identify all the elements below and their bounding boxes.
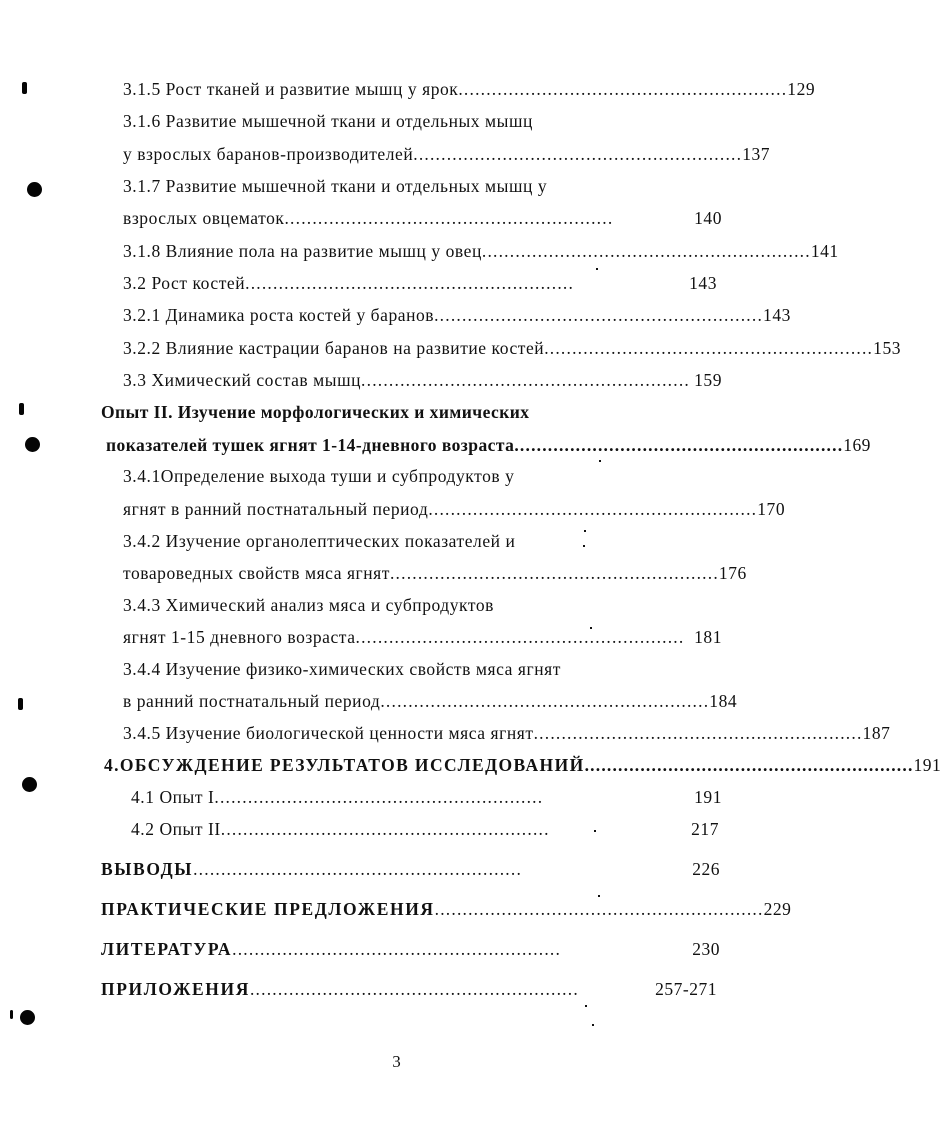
toc-page-number: 226 [692,859,720,879]
toc-entry [101,978,717,1000]
toc-entry-title: 4.1 Опыт I [131,787,215,807]
scan-speck [583,545,585,547]
leader-dots: ........................................................... [458,79,788,99]
toc-entry [123,690,738,712]
toc-page-number: 191 [694,787,722,807]
toc-page-number: 187 [862,723,891,743]
toc-entry [123,207,722,229]
toc-entry [123,562,747,584]
toc-entry-title: 3.4.1Определение выхода туши и субпродуктов у [123,466,515,486]
toc-page-number: 257-271 [655,979,717,999]
leader-dots: ........................................................... [434,899,764,919]
toc-page-number: 137 [742,144,771,164]
leader-dots: ........................................................... [434,305,764,325]
toc-entry [123,722,891,744]
leader-dots: ........................................................... [380,691,710,711]
scan-speck [585,1005,587,1007]
toc-entry-title: показателей тушек ягнят 1-14-дневного возраста [106,435,515,455]
toc-entry-title: 3.4.2 Изучение органолептических показателей и [123,531,516,551]
toc-entry-title: 3.2.1 Динамика роста костей у баранов [123,305,435,325]
toc-page-number: 141 [810,241,839,261]
toc-entry-title: товароведных свойств мяса ягнят [123,563,390,583]
toc-page-number: 140 [694,208,722,228]
toc-entry [101,858,720,880]
scan-speck [584,530,586,532]
toc-entry-title: 3.4.4 Изучение физико-химических свойств мяса ягнят [123,659,561,679]
toc-entry [106,434,871,456]
toc-entry [101,938,720,960]
toc-entry-title: 3.3 Химический состав мышц [123,370,362,390]
toc-entry [104,754,941,776]
toc-section-heading: Опыт II. Изучение морфологических и химических [101,402,530,422]
binder-mark [19,403,24,415]
leader-dots: ........................................................... [214,787,544,807]
toc-entry-title: ПРИЛОЖЕНИЯ [101,979,250,999]
toc-entry-title: ягнят в ранний постнатальный период [123,499,429,519]
toc-entry-title: ВЫВОДЫ [101,859,194,879]
toc-entry [131,818,719,840]
binder-mark [22,82,27,94]
binder-hole [22,777,37,792]
scan-speck [592,1024,594,1026]
toc-page-number: 159 [694,370,722,390]
toc-entry-title: в ранний постнатальный период [123,691,381,711]
scan-speck [598,895,600,897]
toc-page-number: 230 [692,939,720,959]
leader-dots: ........................................................... [413,144,743,164]
toc-entry-title: 3.2 Рост костей [123,273,246,293]
toc-page-number: 153 [873,338,902,358]
leader-dots: ........................................................... [514,435,844,455]
toc-entry [123,143,771,165]
toc-page-number: 184 [709,691,738,711]
toc-entry [131,786,722,808]
page-number: 3 [392,1052,401,1071]
leader-dots: ........................................................... [361,370,690,390]
leader-dots: ........................................................... [249,979,579,999]
binder-hole [27,182,42,197]
toc-entry-title: ПРАКТИЧЕСКИЕ ПРЕДЛОЖЕНИЯ [101,899,435,919]
toc-page-number: 191 [913,755,941,775]
leader-dots: ........................................................... [355,627,685,647]
toc-entry [123,272,717,294]
binder-mark [18,698,23,710]
toc-entry [123,369,722,391]
toc-entry [123,304,791,326]
leader-dots: ........................................................... [232,939,562,959]
toc-entry [123,78,816,100]
toc-entry-title: взрослых овцематок [123,208,285,228]
toc-entry [123,626,722,648]
leader-dots: ........................................................... [220,819,550,839]
toc-entry [123,337,902,359]
toc-page-number: 229 [763,899,792,919]
leader-dots: ........................................................... [284,208,614,228]
toc-page-number: 176 [718,563,747,583]
toc-entry-title: ЛИТЕРАТУРА [101,939,233,959]
toc-page-number: 217 [691,819,719,839]
toc-entry-title: 3.2.2 Влияние кастрации баранов на развитие костей [123,338,545,358]
toc-page-number: 169 [843,435,871,455]
leader-dots: ........................................................... [245,273,575,293]
toc-entry-title: 3.1.7 Развитие мышечной ткани и отдельных мышц у [123,176,548,196]
leader-dots: ........................................................... [193,859,523,879]
toc-entry-title: 3.1.8 Влияние пола на развитие мышц у овец [123,241,482,261]
binder-hole [20,1010,35,1025]
leader-dots: ........................................................... [533,723,863,743]
binder-hole [25,437,40,452]
binder-mark [10,1010,13,1019]
toc-page-number: 181 [694,627,722,647]
toc-page-number: 143 [763,305,791,325]
toc-entry [101,898,792,920]
toc-entry-title: 3.4.5 Изучение биологической ценности мяса ягнят [123,723,534,743]
leader-dots: ........................................................... [481,241,811,261]
scan-speck [599,460,601,462]
toc-entry-title: 3.1.5 Рост тканей и развитие мышц у ярок [123,79,459,99]
toc-page-number: 170 [757,499,786,519]
toc-entry-title: 3.1.6 Развитие мышечной ткани и отдельных мышц [123,111,533,131]
toc-entry [123,498,786,520]
toc-entry-title: 4.2 Опыт II [131,819,221,839]
toc-entry-title: у взрослых баранов-производителей [123,144,414,164]
toc-entry [123,240,839,262]
toc-entry-title: 4.ОБСУЖДЕНИЕ РЕЗУЛЬТАТОВ ИССЛЕДОВАНИЙ [104,755,585,775]
leader-dots: ........................................................... [389,563,719,583]
toc-page-number: 129 [787,79,816,99]
leader-dots: ........................................................... [428,499,758,519]
toc-page-number: 143 [689,273,717,293]
toc-entry-title: 3.4.3 Химический анализ мяса и субпродуктов [123,595,494,615]
leader-dots: ........................................................... [544,338,874,358]
scan-speck [596,268,598,270]
leader-dots: ........................................................... [584,755,914,775]
toc-entry-title: ягнят 1-15 дневного возраста [123,627,356,647]
